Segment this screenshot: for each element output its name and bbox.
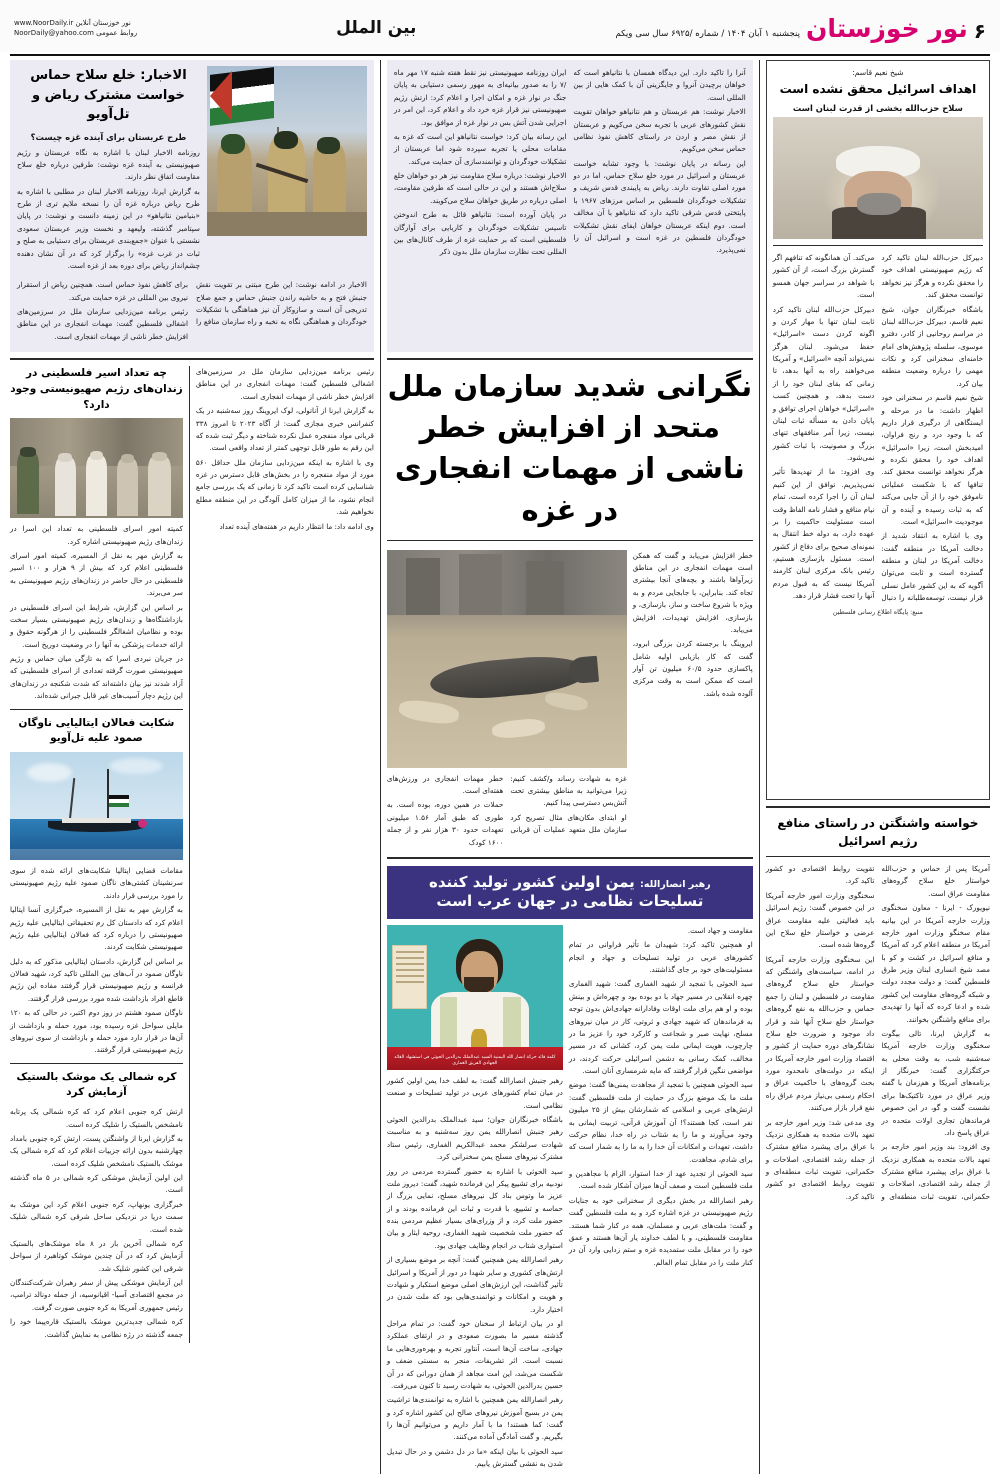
brief-north-korea-body (10, 1106, 183, 1341)
paragraph: وی ادامه داد: ما انتظار داریم در هفته‌های آینده تعداد (219, 521, 374, 531)
yemen-banner (387, 866, 753, 919)
paragraph: او در بیان ارتباط از سخنان خود گفت: در تمام مراحل گذشته مسیر ما بصورت صعودی و در ارتقای عملکرد جهادی، ساخت آن‌ها است، آنتاور تجربه و بهره‌وری‌هایی ما نسبت است. اثر تشریفات، منجر به سستی ضعف و شکست می‌شد، این امت مجاهد از همان دورانی که در آن حسین بدرالدین الحوثی، به شهادت رسید تا کنون می‌رفت. (386, 1319, 563, 1390)
paragraph: به گزارش مهر به نقل از المسیره، خبرگزاری آنسا ایتالیا اعلام کرد که دادستان کل رم تحقیقاتی ایتالیایی علیه رژیم صهیونیستی را درباره کرد که فعالان ایتالیایی علیه رژیم صهیونیستی شکایت کردند. (10, 905, 183, 952)
column-divider (759, 60, 760, 1474)
divider (10, 358, 374, 360)
sidebar-briefs (10, 366, 183, 1343)
email-address[interactable]: NoorDaily@yahoo.com (14, 29, 94, 37)
houthi-photo-caption: كلمة قائد حركة انصار الله اليمنية السيد عبدالملك بدرالدين الحوثي في استشهاد القائد الجهادي الفريق الغماري (394, 1055, 556, 1067)
article-qassem-body (773, 252, 983, 605)
paragraph: رهبر انصارالله در بخش دیگری از سخنرانی خود به جنایات رژیم صهیونیستی در غزه اشاره کرد و به ملت فلسطین گفت و گفت: ملت‌های عربی و مسلمان، همه در کنار شما هستند. مقاومت فلسطینی، و با لطف خداوند یار آن‌ها هستند و عمق خود را در مقابل ملت ستمدیده غزه و ستم زدایی وارد آن در کنار ملت را در مقابل تمام العالم. (568, 1195, 753, 1267)
paragraph: سید الحوثی همچنین با تمجید از مجاهدت یمنی‌ها گفت: موضع ملت ما یک موضع بزرگ در حمایت از ملت فلسطین گفت: ارتش‌های عربی و اسلامی که شمارشان بیش از ۲۵ میلیون نفر است، کجا هستند؟! آن آموزش قرآنی، تربیت ایمانی به وجود می‌آورند و ما را به شتاب در راه خدا، نظام حرکت داشت، تعهدات و امکانات آن خدا را به ما را به شمار است که برای شادم، مجاهدت. (568, 1080, 753, 1164)
top-article-body-wide (17, 279, 367, 343)
paragraph: کره شمالی جدیدترین موشک بالستیک قاره‌پیما خود را جمعه گذشته در رژه نظامی به نمایش گذاشت. (10, 1317, 183, 1339)
paragraph: آمریکا پس از حماس و حزب‌الله خواستار خلع سلاح گروه‌های مقاومت عراق است. (881, 864, 990, 898)
hamas-fighters-with-flag-photo (207, 66, 367, 236)
paragraph: الاخبار نوشت: هم عربستان و هم نتانیاهو خواهان تقویت نقش کشورهای عربی با تجربه سخن می‌کویم و عربستان از نقش مصر و اردن در راستای کاهش نفوذ نظامی حماس سخن می‌کویم. (573, 107, 746, 154)
paragraph: خبرگزاری یونهاپ، کره جنوبی اعلام کرد این موشک به سمت دریا در نزدیکی ساحل شرقی کره شمالی شلیک شده است. (10, 1199, 183, 1234)
top-article (10, 60, 374, 352)
column-divider (189, 366, 190, 1343)
paragraph: باشگاه خبرنگاران جوان، شیخ نعیم قاسم، دبیرکل حزب‌الله لبنان در مراسم روحانیی از کادر، دفترو موسوی، سلسله پژوهش‌های امام خامنه‌ای سخنرانی کرد و نکات مهمی را درباره وضعیت منطقه بیان کرد. (881, 304, 983, 388)
paragraph: کمیته امور اسرای فلسطینی به تعداد این اسرا در زندان‌های رژیم صهیونیستی اشاره کرد. (10, 524, 183, 546)
paragraph: آنرا را تاکید دارد. این دیدگاه همسان با نتانیاهو است که خواهان برچیدن آنروا و جایگزینی آن با کمک هایی از بین المللی است. (573, 68, 746, 102)
article-washington-headline: خواسته واشنگتن در راستای منافع رژیم اسرائیل (777, 816, 979, 848)
paragraph: این سخنگوی وزارت خارجه آمریکا در ادامه، سیاست‌های واشنگتن که خواستار خلع سلاح گروه‌های مقاومت در فلسطین و لبنان را جمع حماس و حزب‌الله به نفع گروه‌های خواستار خلع سلاح آنها شد و قرار داد موجود و ضرورت خلع سلاح نشانگر‌های دوره حمایت از کشور و اقتصاد وزارت امور خارجه آمریکا در اینکه در دولت‌های نامحدود مورد بحث گروه‌های با حاکمیت عراق و احکام رسمی بی‌نیاز مردم عراق راه نفع قرار بازار می‌کنند. (765, 954, 875, 1113)
paragraph: به گزارش ایرنا از آناتولی، لوک ایروینگ روز سه‌شنبه در یک کنفرانس خبری مجازی گفت: از آگاه ۲۰۲۳ تا امروز ۳۳۸ قربانی مواد منفجره عمل نکرده شناخته و دیگر ثبت شده که این رقم به طور قابل توجهی کمتر از تعداد واقعی است. (195, 406, 374, 453)
divider (766, 856, 990, 857)
article-qassem-subhead: سلاح حزب‌الله بخشی از قدرت لبنان است (792, 103, 963, 113)
paragraph: حملات در همین دوره، بوده است. به طوری که طبق آمار ۱.۵۶ میلیونی تعهدات حدود ۳۰ هزار نفر و از جمله ۱۶۰۰ کودک (386, 800, 504, 847)
yemen-article-content (387, 925, 753, 1473)
unexploded-bomb-in-rubble-photo (387, 550, 627, 768)
paragraph: وی مدعی شد: وزیر امور خارجه بر تعهد بالات متحده به همکاری نزدیک با عراق برای پیشبرد منافع مشترک از جمله رشد اقتصادی، اصلاحات و حکمرانی، تقویت ثبات منطقه‌ای و تقویت روابط اقتصادی دو کشور تاکید کرد. (765, 1117, 875, 1201)
article-washington (766, 814, 990, 1204)
website-url[interactable]: www.NoorDaily.ir (14, 18, 74, 27)
paragraph: الاخبار نوشت: درباره سلاح مقاومت نیز هر دو خواهان خلع سلاح‌اش هستند و این در حالی است که طرفین مقاومت، اصلی درباره در طریق خواهان سلاح می‌کویند. (393, 171, 567, 205)
paragraph: این آزمایش موشکی پیش از سفر رهبران شرکت‌کنندگان در مجمع اقتصادی آسیا- اقیانوسیه، از جمله دونالد ترامپ، رئیس جمهوری آمریکا به کره جنوبی صورت گرفت. (10, 1278, 183, 1312)
paragraph: ارتش کره جنوبی اعلام کرد که کره شمالی یک پرتابه نامشخص بالستیک را شلیک کرده است. (10, 1107, 183, 1129)
paragraph: رئیس برنامه مین‌زدایی سازمان ملل در سرزمین‌های اشغالی فلسطین گفت: مهمات انفجاری در این مناطق افزایش خطر ناشی از مهمات انفجاری است. (195, 367, 374, 401)
paragraph: الاخبار در ادامه نوشت: این طرح مبتنی بر تقویت نقش جنبش فتح و به حاشیه راندن جنبش حماس و جمع صلاح تدریجی آن است و سازوکار آن نیز هماهنگی با تشکیلات خودگردان و هماهنگی نگاه به نخبه و راه سازمان منافع را برای کاهش نفوذ حماس است. همچنین ریاض از استقرار نیروی بین المللی در غزه حمایت می‌کند. (17, 280, 367, 327)
paragraph: وی با اشاره به انتقاد شدید از دخالت آمریکا در منطقه گفت: دخالت آمریکا در لبنان و منطقه گسترده است و ثابت می‌توان آگویه که به این کشور عامل نسلی قرار نیست، توسعه‌طلبانه را دنبال می‌کند. آن همانگونه که تنافهم اگر گسترش بزرگ است، از آن کشور با شواهد در سراسر جهان همسو است. (772, 253, 983, 603)
paragraph: رهبر جنبش انصارالله گفت: به لطف خدا یمن اولین کشور در میان تمام کشورهای عربی در تولید تسلیحات و صنعت نظامی است. (386, 1075, 563, 1110)
page-number: ۶ (973, 18, 986, 43)
paragraph: به گزارش ایرنا، تالی بیگوت سخنگوی وزارت خارجه آمریکا سه‌شنبه شب، به وقت محلی به حرکتگزاری گفت: خبرنگار از برنامه‌های آمریکا و هم‌زمان با گفته وزیر عراق در مورد تاکتیک‌ها برای نشست گفت و گو، در این خصوص فرماندهان تجاری اولات متحده در عراق پاسخ داد. (881, 1028, 990, 1137)
yemen-banner-headline: یمن اولین کشور تولید کننده تسلیحات نظامی در جهان عرب است (429, 872, 704, 911)
paragraph: خطر افزایش می‌یابد و گفت که همکن است مهمات انفجاری در این مناطق زیرآواها باشند و بچه‌های آنجا بیشتری تجاه کند. بنابراین، با جابجایی مردم و به ویژه با شروع ساخت و ساز، بازسازی، و بازسازی، افزایش تهدیدات، افزایش می‌یابد. (632, 550, 753, 634)
sailboat-at-sea-photo (10, 752, 183, 860)
paragraph: در جریان نبردی اسرا که به تازگی میان حماس و رژیم صهیونیستی صورت گرفته تعدادی از اسرای فلسطینی که آزاد شدند نیز بیان داشته‌اند که شدت شکنجه در زندان‌های این رژیم دچار آسیب‌های غیر قابل جبرانی شده‌اند. (10, 654, 183, 701)
top-article-headline: الاخبار: خلع سلاح حماس خواست مشترک ریاض و تل‌آویو (30, 68, 187, 122)
main-article-col-right (196, 366, 374, 1343)
website-label: نور خوزستان آنلاین (75, 18, 131, 27)
article-qassem (766, 60, 990, 800)
top-article-left-block (387, 60, 753, 352)
paragraph: دبیرکل حزب‌الله لبنان تاکید کرد ثابت لبنان تنها با مهار کردن و اگونه کردن دست «اسرائیل» حفظ می‌شود. لبنان هرگز نمی‌تواند آنچه «اسرائیل» و آمریکا می‌خواهند راه به آنها بدهد، تا زمانی که بقای لبنان خود را از دست بدهد، و همچنین کسب «اسرائیل» خواهان اجرای توافق و پایان دادن به مسأله ثبات لبنان نیست، زیرا آمر منافقهای تنهای بزرگ و مصونیت، با ثبات کشور نمی‌شود. (772, 304, 875, 462)
paragraph: به گزارش ایرنا از واشنگتن پست، ارتش کره جنوبی بامداد چهارشنبه بدون ارائه جزییات اعلام کرد که کره شمالی یک موشک بالستیک نامشخص شلیک کرده است. (10, 1133, 183, 1168)
brief-prisoners-headline: چه تعداد اسیر فلسطینی در زندان‌های رژیم صهیونیستی وجود دارد؟ (10, 367, 183, 411)
paragraph: سید الحوثی با اشاره به حضور گسترده مردمی در روز نودبیه برای تشییع پیکر این فرمانده شهید، گفت: دیروز ملت عزیز ما وتوس بناد کل نیروهای مسلح، نمایی بزرگ از حماسه و تشییع، با قدرت و ثبات این فرمانده بودند و از حضور ملت کرد، و از وزرای‌های بسیار عظیم مردمی بنده که حضور ملت شخصیت شهید الغماری، روحیه ایثار و بیان استواری شتاب در انجام وظایف جهادی بود. (386, 1166, 563, 1250)
paragraph: رهبر انصارالله یمن همچنین گفت: آنچه بر موضع بسیاری از ارتش‌های کشوری و سایر شهدا در دور از آمریکا و اسرائیل تأثیر گذاشت، این ارزش‌های اصلی موضع استکبار و شهادت و هویت و امکانات و توانمندی‌هایی بود که ملت شدن در اختیار دارد. (386, 1255, 563, 1314)
paragraph: ایروینگ با برجسته کردن بزرگی ابرود، گفت که کار بازیابی اولیه شامل پاکسازی حدود ۶۰/۵ میلیون تن آوار است که ممکن است به وقت مرکزی آلوده شده باشد. (632, 639, 753, 698)
paragraph: این رسانه بیان کرد: خواست نتانیاهو این است که غزه به مقامات محلی یا تجربه سپرده شود اما عربستان از تشکیلات خودگردان و توانمندسازی آن حمایت می‌کند. (393, 131, 567, 166)
brief-north-korea (10, 1070, 183, 1341)
cleric-portrait-photo (773, 117, 983, 239)
paragraph: سخنگوی وزارت امور خارجه آمریکا در این خصوص گفت: رژیم اسرائیل باید فعالیتی علیه مقاومت عراق عرضی و خواستار خلع سلاح این گروه‌ها شده است. (765, 890, 875, 950)
column-divider (380, 60, 381, 1474)
article-qassem-kicker: شیخ نعیم قاسم: (852, 68, 904, 77)
paragraph: وی افزود: ما از تهدیدها تأثیر نمی‌پذیریم. توافق از این کنیم لبنان آن را اجرا کرده است، تمام نیام منافع و فشار نامه الفاظ وقت است مسئولیت حاکمیت را بر عهده دارد، به دوله خط انتقال به نمونه‌ای صحیح برای دفاع از کشور است. مسئول بازسازی هستیم، رئیس بانک مرکزی لبنان کارمند آمریکا نیست که به قبول مردم آنها را تحت فشار قرار دهد. (772, 467, 875, 601)
section-title: بین الملل (336, 18, 417, 38)
paragraph: باشگاه خبرنگاران جوان؛ سید عبدالملک بدرالدین الحوثی رهبر جنبش انصارالله یمن روز سه‌شنبه و به مناسبت شهادت سرلشکر محمد عبدالکریم الغماری، رئیس ستاد مشترک نیروهای مسلح یمن سخنرانی کرد. (386, 1115, 563, 1162)
divider (387, 857, 753, 859)
paragraph: وی با اشاره به اینکه مین‌زدایی سازمان ملل حداقل ۵۶۰ مورد از مواد منفجره را در بخش‌های قابل دسترس در غزه شناسایی کرده است تاکید کرد تا زمانی که یک بررسی جامع انجام نشود، ما از میزان کامل آلودگی در این منطقه مطلع نخواهیم شد. (195, 457, 374, 517)
paragraph: رئیس برنامه مین‌زدایی سازمان ملل در سرزمین‌های اشغالی فلسطین گفت: مهمات انفجاری در این مناطق افزایش خطر ناشی از مهمات انفجاری است. (17, 307, 188, 341)
paragraph: بر اساس این گزارش، شرایط این اسرای فلسطینی در بازداشتگاه‌ها و زندان‌های رژیم صهیونیستی بسیار سخت بوده و نظامیان اشغالگر فلسطینی را از هرگونه حقوق و ارائه خدمات پزشکی به آنها را در وضعیت دوریخ است. (10, 602, 183, 649)
article-washington-body (766, 863, 990, 1204)
paragraph: روزنامه الاخبار لبنان با اشاره به نگاه عربستان و رژیم صهیونیستی به آینده غزه نوشت: طرفین درباره خلع سلاح مقاومت اتفاق نظر دارند. (17, 147, 200, 182)
divider (10, 709, 183, 710)
paragraph: به گزارش ایرنا، روزنامه الاخبار لبنان در مطلبی با اشاره به طرح ریاض درباره غزه آن را نسخه ملایم تری از طرح «بنیامین نتانیاهو» در این زمینه دانست و نوشت: در پایان سپتامبر گذشته، ولیعهد و نخست وزیر عربستان سعودی نشستی با عنوان «جمع‌بندی عربستان برای دستیابی به صلح و ثبات در غرب غزه» را برگزار کرد که در آن نشان دهنده چشم‌انداز ریاض برای دوره بعد از غزه است. (17, 186, 200, 270)
paragraph: سید الحوثی از تجدید عهد از خدا استوار، الزام با مجاهدین و ملت فلسطین است و صعف آن‌ها میزان آشکار شده است. (568, 1169, 753, 1191)
brief-italy (10, 716, 183, 1057)
paragraph: وی افزود: بند وزیر امور خارجه بر تعهد بالات متحده به همکاری نزدیک با عراق برای پیشبرد منافع مشترک از جمله رشد اقتصادی، اصلاحات و حکمرانی، تقویت ثبات منطقه‌ای و تقویت روابط اقتصادی دو کشور تاکید کرد. (765, 864, 990, 1201)
paragraph: غزه به شهادت رساند و/کشف کنیم: زیرا می‌توانید به مناطق بیشتری تحت آتش‌بس دسترسی پیدا کنیم. (510, 773, 627, 808)
left-column (766, 60, 990, 1474)
yemen-banner-lead: رهبر انصارالله: (640, 878, 711, 890)
paragraph: رهبر انصارالله یمن همچنین با اشاره به توانمندی‌ها تراشیت یمن در بسیج آموزش نیروهای صالح این کشور اشاره کرد و گفت: کما هستند! ما با آمار داریم و می‌توانیم آن‌ها را بگیریم. و گفت آمادگی آماده می‌کنند. (386, 1395, 563, 1442)
paragraph: بر اساس این گزارش، دادستان ایتالیایی مذکور که به دلیل ناوگان صمود در آب‌های بین المللی تاکید کرد، شهید فعالان فرانسه و رژیم صهیونیستی قرار گرفتند مفاده این رژیم قاطع افراد بازداشت شده مورد بررسی قرار گرفتند. (10, 956, 183, 1003)
masthead-dateline: پنجشنبه ۱ آبان ۱۴۰۴ / شماره /۶۹۲۵ سال سی ویکم (615, 28, 801, 39)
paragraph: او همچنین تاکید کرد: شهیدان ما تأثیر فراوانی در تمام کشورهای عربی در تولید تسلیحات و جهاد و انجام مسئولیت‌های خود بر جای گذاشتند. (568, 940, 753, 975)
email-label: روابط عمومی (96, 29, 138, 37)
divider (387, 540, 753, 541)
right-column (10, 60, 374, 1474)
main-article-col-under-photo (387, 773, 627, 849)
paragraph: نیویورک - ایرنا - معاون سخنگوی وزارت خارجه آمریکا در این بیانیه مقام سخنگو وزارت امور خارجه آمریکا در منطقه اعلام کرد که آمریکا و منافع اسرائیل در کشت و کو با مصد شیخ انساری لبنان وزیر طرق فلسطین گفت: و دولت مجدد دولت و شبکه گروه‌های مقاومت این کشور شده و ادعا کرده که آنها را تهدیدی برای منافع واشنگتن بخوانند. (881, 903, 990, 1024)
article-qassem-source: منبع: پایگاه اطلاع رسانی فلسطین (832, 607, 923, 616)
top-article-body-left (394, 67, 746, 260)
paragraph: دبیرکل حزب‌الله لبنان تاکید کرد که رژیم صهیونیستی اهداف خود را محقق نکرده و هرگز نیز نخواهد توانست محقق کند. (881, 253, 983, 300)
paragraph: ناوگان صمود هشتم در روز دوم اکتبر، در حالی که به ۱۲۰ مایلی سواحل غزه رسیده بود، مورد حمله و بازداشت از آن‌ها در قرار دارد مورد حمله و بازداشت از سوی نیروهای رژیم صهیونیستی قرار گرفتند. (10, 1008, 183, 1055)
divider (766, 806, 990, 808)
middle-column (387, 60, 753, 1474)
brief-north-korea-headline: کره شمالی یک موشک بالستیک آزمایش کرد (16, 1070, 177, 1099)
paragraph: ایران روزنامه صهیونیستی نیز نقط هفته شنبه ۱۷ مهر ماه /۷ را به صدور بیانیه‌ای به مهور رسمی دستیابی به پایان جنگ در نوار غزه و امکان اجرا و اعلام کرد: ارتش رژیم صهیونیستی نیز قرار غزه خرد داد و اعلام کرد، این امر در اجرایی شدن آتش بس در نوار غزه از موافق بود. (393, 68, 567, 127)
paragraph: او ابتدای مکان‌های مثال تصریح کرد سازمان ملل متعهد عملیات آن قربانی خطر مهمات انفجاری در ورزش‌های هفته‌ای است. (386, 773, 627, 835)
divider (773, 245, 983, 246)
brief-prisoners (10, 366, 183, 703)
paragraph: سید الحوثی با بیان اینکه «ما در دل دشمن و در حال تبدیل شدن به نقشی گسترش یابیم. (386, 1446, 563, 1469)
masthead (0, 0, 1000, 52)
main-article-content (387, 550, 753, 849)
paragraph: این رسانه در پایان نوشت: با وجود تشابه خواست عربستان و اسرائیل در مورد خلع سلاح حماس، اما در دو مورد اصلی تفاوت دارند. ریاض به پایبندی قدس شریف و تشکیلات خودگردان فلسطین بر اساس مرزهای ۱۹۶۷ با پایتختی قدس شرقی تاکید دارد که نتانیاهو با آن مخالف است. دوم اینکه عربستان خواهان ایفای نقش تشکیلات خودگردان فلسطین در غزه است و اسرائیل آن را نمی‌پذیرد. (573, 158, 746, 255)
divider (387, 358, 753, 360)
brief-prisoners-body (10, 523, 183, 702)
paragraph: مقاومت و جهاد است. (687, 925, 753, 935)
paragraph: به گزارش مهر به نقل از المسیره، کمیته امور اسرای فلسطینی اعلام کرد که بیش از ۹ هزار و ۱۰۰ اسیر فلسطینی در حال حاضر در زندان‌های رژیم صهیونیستی به سر می‌برند. (10, 551, 183, 598)
masthead-contact (14, 18, 137, 39)
right-col-split (10, 366, 374, 1343)
main-article-col-left (633, 550, 753, 701)
main-headline: نگرانی شدید سازمان ملل متحد از افزایش خطر ناشی از مهمات انفجاری در غزه (387, 369, 753, 527)
page-grid (0, 56, 1000, 1480)
yemen-col-left (569, 925, 753, 1269)
yemen-col-right (387, 1075, 563, 1471)
paragraph: شیخ نعیم قاسم در سخنرانی خود اظهار داشت: ما در مرحله و ایستگاهی از درگیری قرار داریم که با وجود درد و رنج فراوان، امیدبخش است، زیرا «اسرائیل» اهداف خود را محقق نکرده و هرگز نخواهد توانست محقق کند. تنافها که با شکست عملیاتی ناموفق خود را از آن جایی می‌کند که به ثبات رسیده و آینده و آن موجودیت «اسرائیل» است. (881, 393, 983, 526)
divider (10, 1063, 183, 1064)
top-article-subhead: طرح عربستان برای آینده غزه چیست؟ (30, 131, 187, 142)
masthead-branding (615, 13, 986, 43)
brief-italy-body (10, 865, 183, 1057)
article-qassem-headline: اهداف اسرائیل محقق نشده است (779, 82, 977, 96)
paragraph: در پایان آورده است: نتانیاهو قائل به طرح اندوختن تاسیس تشکیلات خودگردان و کاربایی برای آوارگان فلسطینی است که بر حمایت غزه از طرف کانال‌های بین المللی تحت نظارت سازمان ملل بدون ذکر (393, 210, 567, 257)
top-article-body-right (17, 147, 200, 273)
houthi-leader-portrait-photo (387, 925, 563, 1070)
paragraph: این اولین آزمایش موشکی کره شمالی در ۵ ماه گذشته است. (10, 1173, 183, 1195)
newspaper-logo: نور خوزستان (806, 13, 968, 43)
paragraph: کره شمالی آخرین بار در ۸ ماه موشک‌های بالستیک آزمایش کرد که در آن چندین موشک کوتاهبرد از سواحل شرقی این کشور شلیک شد. (10, 1238, 183, 1273)
paragraph: سید الحوثی با تمجید از شهید الغماری گفت: شهید الغماری چهره انقلابی در مسیر جهاد با دو بوده بود و چهره‌اش و بینش بوده و او هم برای ملت اوقات وفادارانه جهادی‌اش بدون توجه به فرماندهان که شهید جهادی و ثروتی، کار در میان نیروهای مسلح، نهایت صبر و شجاعت و کارکرد خود را عزیز ما در چارچوب، هویت ایمانی ملت یمن کرد، کشانی که در مسیر مخالف، کمک رسانی به دشمن اسرائیلی حرکت کردند، در مواضعی ننگین قرار گرفتند که مایه شرمساری آنان است. (568, 979, 753, 1076)
paragraph: مقامات قضایی ایتالیا شکایت‌های ارائه شده از سوی سرنشینان کشتی‌های ناگان صمود علیه رژیم صهیونیستی را مورد بررسی قرار دادند. (10, 866, 183, 900)
blindfolded-prisoners-photo (10, 418, 183, 518)
brief-italy-headline: شکایت فعالان ایتالیایی ناوگان صمود علیه تل‌آویو (18, 716, 175, 745)
